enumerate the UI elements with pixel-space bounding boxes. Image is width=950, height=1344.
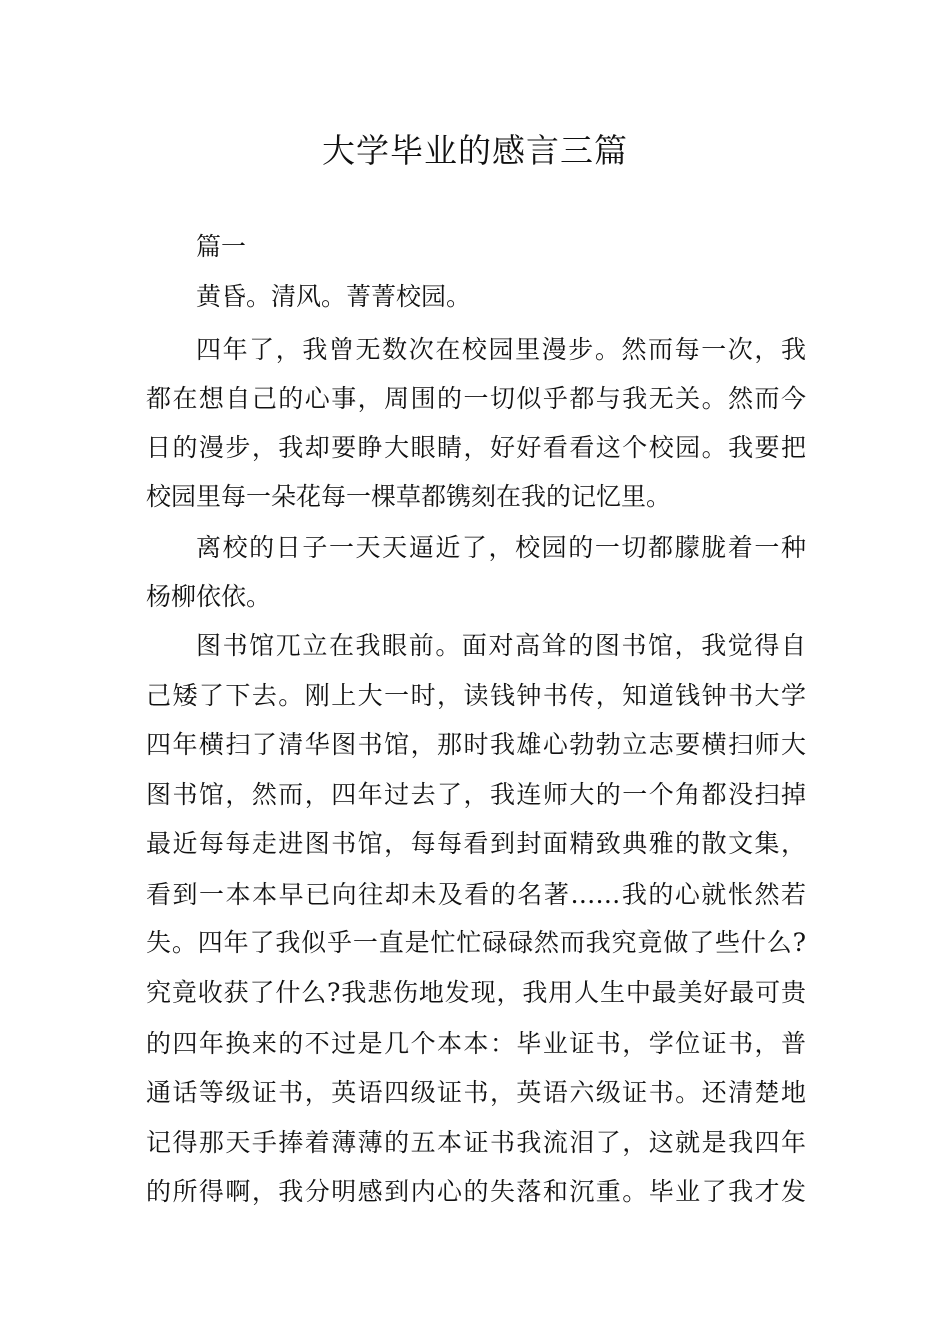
paragraph-line: 日的漫步，我却要睁大眼睛，好好看看这个校园。我要把	[146, 433, 806, 462]
paragraph-line: 四年横扫了清华图书馆，那时我雄心勃勃立志要横扫师大	[146, 730, 806, 759]
paragraph-line: 杨柳依依。	[146, 582, 272, 611]
paragraph-line: 看到一本本早已向往却未及看的名著……我的心就怅然若	[146, 880, 806, 909]
paragraph-line: 离校的日子一天天逼近了，校园的一切都朦胧着一种	[196, 533, 806, 562]
paragraph-line: 校园里每一朵花每一棵草都镌刻在我的记忆里。	[146, 482, 672, 511]
paragraph-line: 的四年换来的不过是几个本本：毕业证书，学位证书，普	[146, 1029, 806, 1058]
paragraph-line: 黄昏。清风。菁菁校园。	[196, 282, 472, 311]
paragraph-line: 记得那天手捧着薄薄的五本证书我流泪了，这就是我四年	[146, 1128, 806, 1157]
paragraph-line: 最近每每走进图书馆，每每看到封面精致典雅的散文集，	[146, 829, 806, 858]
paragraph-line: 己矮了下去。刚上大一时，读钱钟书传，知道钱钟书大学	[146, 681, 806, 710]
section-heading: 篇一	[196, 232, 247, 261]
paragraph-line: 四年了，我曾无数次在校园里漫步。然而每一次，我	[196, 335, 806, 364]
paragraph-line: 通话等级证书，英语四级证书，英语六级证书。还清楚地	[146, 1078, 806, 1107]
paragraph-line: 失。四年了我似乎一直是忙忙碌碌然而我究竟做了些什么?	[146, 928, 806, 957]
paragraph-line: 的所得啊，我分明感到内心的失落和沉重。毕业了我才发	[146, 1177, 806, 1206]
paragraph-line: 究竟收获了什么?我悲伤地发现，我用人生中最美好最可贵	[146, 978, 806, 1007]
paragraph-line: 图书馆兀立在我眼前。面对高耸的图书馆，我觉得自	[196, 631, 806, 660]
paragraph-line: 都在想自己的心事，周围的一切似乎都与我无关。然而今	[146, 384, 806, 413]
document-title: 大学毕业的感言三篇	[322, 131, 628, 170]
paragraph-line: 图书馆，然而，四年过去了，我连师大的一个角都没扫掉	[146, 780, 806, 809]
